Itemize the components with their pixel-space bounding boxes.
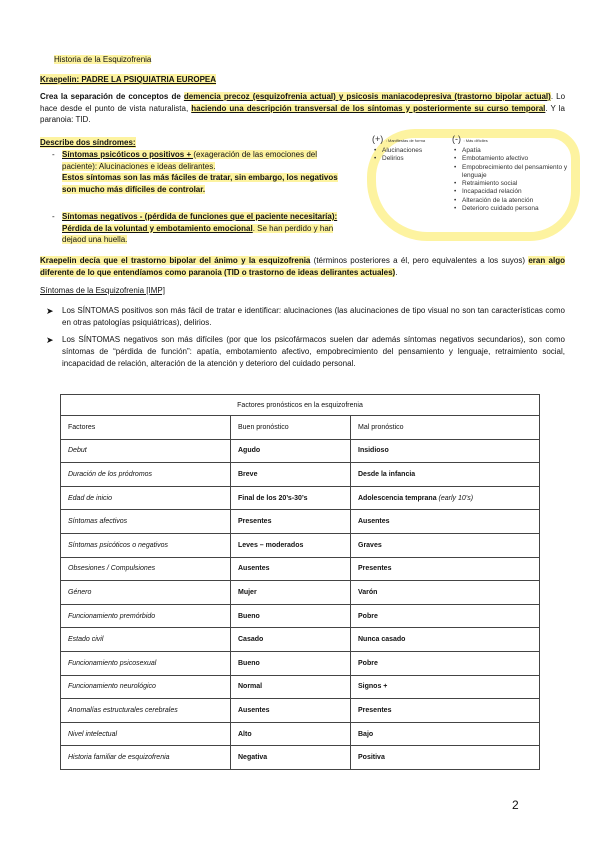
- symptoms-title: Síntomas de la Esquizofrenia [IMP]: [40, 286, 165, 295]
- negative-symptom-item: • Deterioro cuidado persona: [462, 205, 572, 213]
- describe-label: Describe dos síndromes:: [40, 138, 136, 147]
- table-row: Nivel intelectual Alto Bajo: [61, 722, 540, 746]
- arrow-icon: ➤: [46, 306, 54, 316]
- negative-symptoms-bullet: ➤ Los SÍNTOMAS negativos son más difíciles (por que los psicofármacos suelen dar además síntomas negativos secundarios), son como síntomas de “pérdida de función”: apatía, embotamiento afectivo, empobrecimiento del pensamiento y lenguaje, retraimiento social, incapacidad de relación, alteración de la atención y deterioro del cuidado personal.: [46, 335, 565, 368]
- table-row: Género Mujer Varón: [61, 581, 540, 605]
- kraepelin-note: Kraepelin decía que el trastorno bipolar del ánimo y la esquizofrenia (términos posteriores a él, pero equivalentes a los suyos) eran algo diferente de lo que entendíamos como paranoia (TID o trastorno de ideas delirantes actuales).: [40, 256, 565, 277]
- table-row: Historia familiar de esquizofrenia Negativa Positiva: [61, 746, 540, 770]
- negative-syndrome: - Síntomas negativos - (pérdida de funciones que el paciente necesitaría): Pérdida de la voluntad y embotamiento emocional. Se han perdido y han dejaod una huella.: [52, 212, 338, 244]
- positive-symptoms-column: (+) : Manifiestas de forma • Alucinaciones • Delirios: [372, 135, 425, 164]
- positive-symptoms-bullet: ➤ Los SÍNTOMAS positivos son más fácil de tratar e identificar: alucinaciones (las alucinaciones de tipo visual no son tan características como en otras patologías psiquiátricas), delirios.: [46, 306, 565, 327]
- prognosis-table: [60, 394, 540, 770]
- table-row: Funcionamiento psicosexual Bueno Pobre: [61, 651, 540, 675]
- table-row: Síntomas psicóticos o negativos Leves – moderados Graves: [61, 533, 540, 557]
- negative-symptom-item: • Alteración de la atención: [462, 197, 572, 205]
- positive-symptom-item: • Alucinaciones: [382, 147, 425, 155]
- page-number: 2: [512, 798, 519, 812]
- negative-symptom-item: • Empobrecimiento del pensamiento y lenguaje: [462, 164, 572, 181]
- positive-syndrome: - Síntomas psicóticos o positivos + (exageración de las emociones del paciente): Alucinaciones e ideas delirantes. Estos síntomas son las más fáciles de tratar, sin embargo, los negativos son mucho más difíciles de controlar.: [52, 150, 338, 194]
- table-row: Duración de los pródromos Breve Desde la infancia: [61, 463, 540, 487]
- table-row: Estado civil Casado Nunca casado: [61, 628, 540, 652]
- page-heading: Historia de la Esquizofrenia: [54, 55, 152, 64]
- table-row: Funcionamiento neurológico Normal Signos +: [61, 675, 540, 699]
- negative-symptom-item: • Embotamiento afectivo: [462, 155, 572, 163]
- table-row: Edad de inicio Final de los 20’s-30’s Adolescencia temprana (early 10’s): [61, 486, 540, 510]
- negative-symptom-item: • Incapacidad relación: [462, 188, 572, 196]
- arrow-icon: ➤: [46, 335, 54, 345]
- table-row: Funcionamiento premórbido Bueno Pobre: [61, 604, 540, 628]
- table-header-row: Factores Buen pronóstico Mal pronóstico: [61, 416, 540, 440]
- positive-symptom-item: • Delirios: [382, 155, 425, 163]
- table-caption: Factores pronósticos en la esquizofrenia: [61, 395, 540, 416]
- intro-paragraph: Crea la separación de conceptos de demencia precoz (esquizofrenia actual) y psicosis maniacodepresiva (trastorno bipolar actual). Lo hace desde el punto de vista naturalista, haciendo una descripción transversal de los síntomas y posteriormente su curso temporal. Y la paranoia: TID.: [40, 92, 566, 124]
- table-row: Anomalías estructurales cerebrales Ausentes Presentes: [61, 699, 540, 723]
- table-row: Obsesiones / Compulsiones Ausentes Presentes: [61, 557, 540, 581]
- kraepelin-title: Kraepelin: PADRE LA PSIQUIATRIA EUROPEA: [40, 75, 217, 84]
- negative-symptom-item: • Retraimiento social: [462, 180, 572, 188]
- negative-symptoms-column: (-) : Más difíciles • Apatía • Embotamiento afectivo • Empobrecimiento del pensamiento y lenguaje • Retraimiento social • Incapacidad relación • Alteración de la atención • Deterioro cuidado persona: [452, 135, 572, 213]
- negative-symptom-item: • Apatía: [462, 147, 572, 155]
- table-row: Debut Agudo Insidioso: [61, 439, 540, 463]
- table-row: Síntomas afectivos Presentes Ausentes: [61, 510, 540, 534]
